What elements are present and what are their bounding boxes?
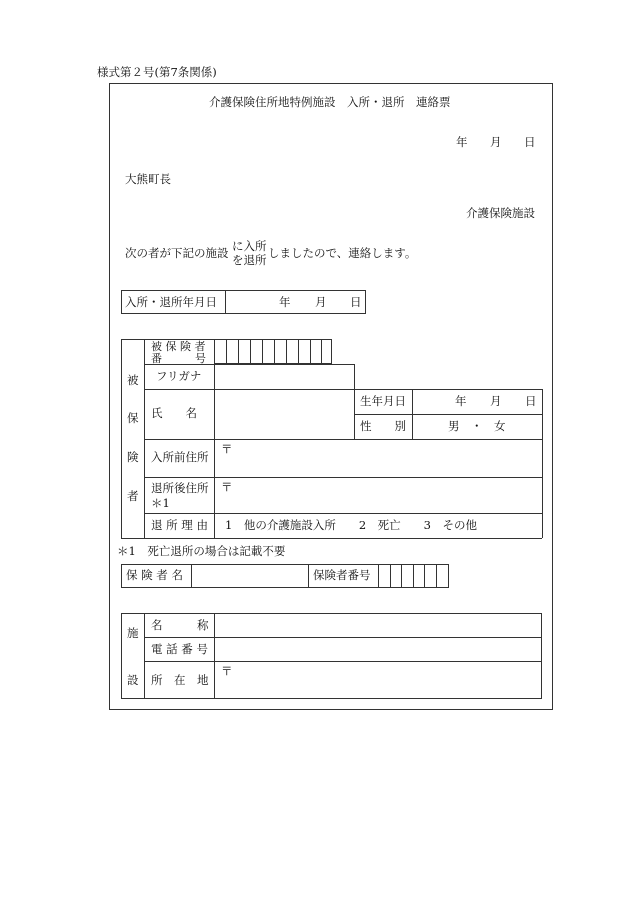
insurer-name-input[interactable] — [192, 565, 307, 587]
date-month-label: 月 — [490, 135, 502, 149]
notice-before: 次の者が下記の施設 — [125, 246, 229, 260]
reason-options[interactable]: 1 他の介護施設入所 2 死亡 3 その他 — [225, 518, 477, 532]
insured-right-border-upper — [542, 389, 543, 538]
insurer-name-label: 保 険 者 名 — [126, 568, 183, 582]
insured-group-char-1: 被 — [127, 373, 139, 387]
entry-date-month: 月 — [315, 295, 327, 309]
facility-group-char-1: 施 — [127, 626, 139, 640]
facility-group-divider — [144, 613, 145, 699]
insurer-number-label: 保険者番号 — [313, 568, 371, 582]
name-label: 氏 名 — [151, 406, 197, 420]
facility-phone-label: 電 話 番 号 — [151, 642, 208, 656]
birth-day: 日 — [525, 394, 537, 408]
post-address-postal-mark: 〒 — [221, 480, 233, 494]
form-title: 介護保険住所地特例施設 入所・退所 連絡票 — [209, 95, 451, 109]
reason-top-border — [144, 513, 542, 514]
notice-after: しましたので、連絡します。 — [268, 246, 417, 260]
furigana-label: フリガナ — [156, 369, 202, 383]
insured-number-label-2: 番 号 — [151, 352, 206, 365]
furigana-input[interactable] — [215, 365, 353, 388]
prev-address-label: 入所前住所 — [151, 450, 209, 464]
insured-group-char-4: 者 — [127, 489, 139, 503]
entry-date-day: 日 — [350, 295, 362, 309]
sender-label: 介護保険施設 — [466, 206, 535, 220]
furigana-right-border — [354, 364, 355, 389]
reason-label: 退 所 理 由 — [151, 518, 208, 532]
insurer-number-label-left — [308, 564, 309, 588]
prev-address-input[interactable] — [215, 440, 541, 476]
facility-location-label: 所 在 地 — [151, 673, 209, 687]
facility-location-postal-mark: 〒 — [221, 664, 233, 678]
sex-label: 性 別 — [360, 419, 406, 433]
notice-option-leave: を退所 — [232, 253, 267, 267]
birth-sex-divider — [354, 414, 542, 415]
birth-label: 生年月日 — [360, 394, 406, 408]
facility-location-input[interactable] — [215, 662, 541, 698]
insured-group-char-3: 険 — [127, 450, 139, 464]
insured-group-char-2: 保 — [127, 411, 139, 425]
birth-month: 月 — [490, 394, 502, 408]
insured-left-border — [121, 339, 122, 538]
insured-number-digit-box[interactable] — [321, 339, 332, 364]
entry-date-year: 年 — [279, 295, 291, 309]
facility-group-char-2: 設 — [127, 673, 139, 687]
name-input[interactable] — [215, 390, 353, 438]
insured-number-label-1: 被 保 険 者 — [151, 340, 206, 353]
post-address-label: 退所後住所 — [151, 481, 209, 495]
insured-bottom-border — [121, 538, 542, 539]
facility-phone-input[interactable] — [215, 638, 541, 660]
date-year-label: 年 — [456, 135, 468, 149]
entry-date-divider — [225, 290, 226, 314]
date-day-label: 日 — [524, 135, 536, 149]
post-address-input[interactable] — [215, 478, 541, 512]
notice-option-enter: に入所 — [232, 239, 267, 253]
addressee: 大熊町長 — [125, 172, 171, 186]
post-address-note-mark: ＊1 — [151, 496, 170, 510]
form-number: 様式第２号(第7条関係) — [97, 65, 217, 79]
footnote: ＊1 死亡退所の場合は記載不要 — [117, 544, 286, 558]
entry-date-label: 入所・退所年月日 — [125, 295, 217, 309]
birth-year: 年 — [455, 394, 467, 408]
sex-options[interactable]: 男 ・ 女 — [448, 419, 506, 433]
facility-name-label: 名 称 — [151, 618, 209, 632]
insurer-number-digit-box[interactable] — [436, 564, 449, 588]
prev-address-postal-mark: 〒 — [221, 442, 233, 456]
facility-name-input[interactable] — [215, 614, 541, 636]
